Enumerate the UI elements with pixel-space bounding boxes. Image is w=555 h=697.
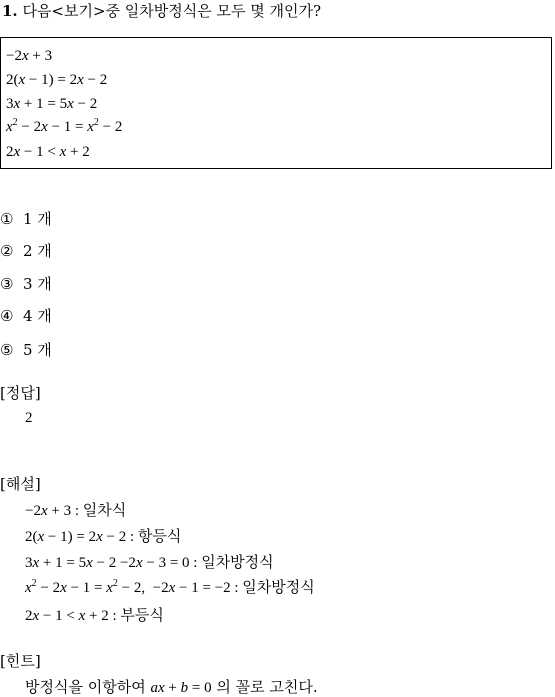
choice-label: 4 개 [23, 307, 52, 325]
explanation-kind: 부등식 [120, 606, 164, 624]
hint-suffix: 의 꼴로 고친다. [216, 678, 318, 696]
explanation-kind: 항등식 [137, 527, 182, 545]
explanation-line-1: −2x + 3 : 일차식 [25, 501, 127, 519]
explanation-line-4: $x^2 - 2x - 1 = x^2 - 2$, −2x − 1 = −2 : 일차방정식 [25, 578, 315, 596]
box-item-4: $x^2 - 2x - 1 = x^2 - 2$ [6, 117, 123, 135]
box-item-1: −2x + 3 [6, 48, 53, 64]
explanation-line-3: 3x + 1 = 5x − 2 −2x − 3 = 0 : 일차방정식 [25, 553, 274, 571]
explanation-header: [해설] [0, 475, 41, 493]
choice-1[interactable] [0, 208, 52, 229]
choice-mark: ④ [0, 307, 14, 325]
question-number: 1. [2, 2, 18, 20]
explanation-line-5: 2x − 1 < x + 2 : 부등식 [25, 606, 164, 624]
choice-mark: ⑤ [0, 341, 14, 359]
choice-label: 5 개 [23, 341, 52, 359]
explanation-line-2: 2(x − 1) = 2x − 2 : 항등식 [25, 527, 182, 545]
box-item-3: 3x + 1 = 5x − 2 [6, 96, 98, 112]
choice-4[interactable] [0, 305, 52, 326]
choice-mark: ① [0, 210, 14, 228]
choice-label: 2 개 [23, 242, 52, 260]
box-item-5: 2x − 1 < x + 2 [6, 144, 90, 160]
explanation-kind: 일차방정식 [201, 553, 274, 571]
hint-header: [힌트] [0, 652, 41, 670]
answer-header: [정답] [0, 384, 41, 402]
explanation-kind: 일차식 [82, 501, 127, 519]
answer-value: 2 [25, 410, 33, 426]
question [2, 0, 321, 21]
hint-text: 방정식을 이항하여 ax + b = 0 의 꼴로 고친다. [25, 678, 318, 696]
choice-label: 1 개 [23, 210, 52, 228]
explanation-kind: 일차방정식 [242, 578, 315, 596]
choice-3[interactable] [0, 273, 52, 294]
choice-mark: ② [0, 242, 14, 260]
question-text: 다음<보기>중 일차방정식은 모두 몇 개인가? [22, 2, 322, 20]
box-item-2: 2(x − 1) = 2x − 2 [6, 72, 108, 88]
choice-label: 3 개 [23, 275, 52, 293]
choice-5[interactable] [0, 339, 52, 360]
choice-2[interactable] [0, 240, 52, 261]
hint-prefix: 방정식을 이항하여 [25, 678, 146, 696]
choice-mark: ③ [0, 275, 14, 293]
